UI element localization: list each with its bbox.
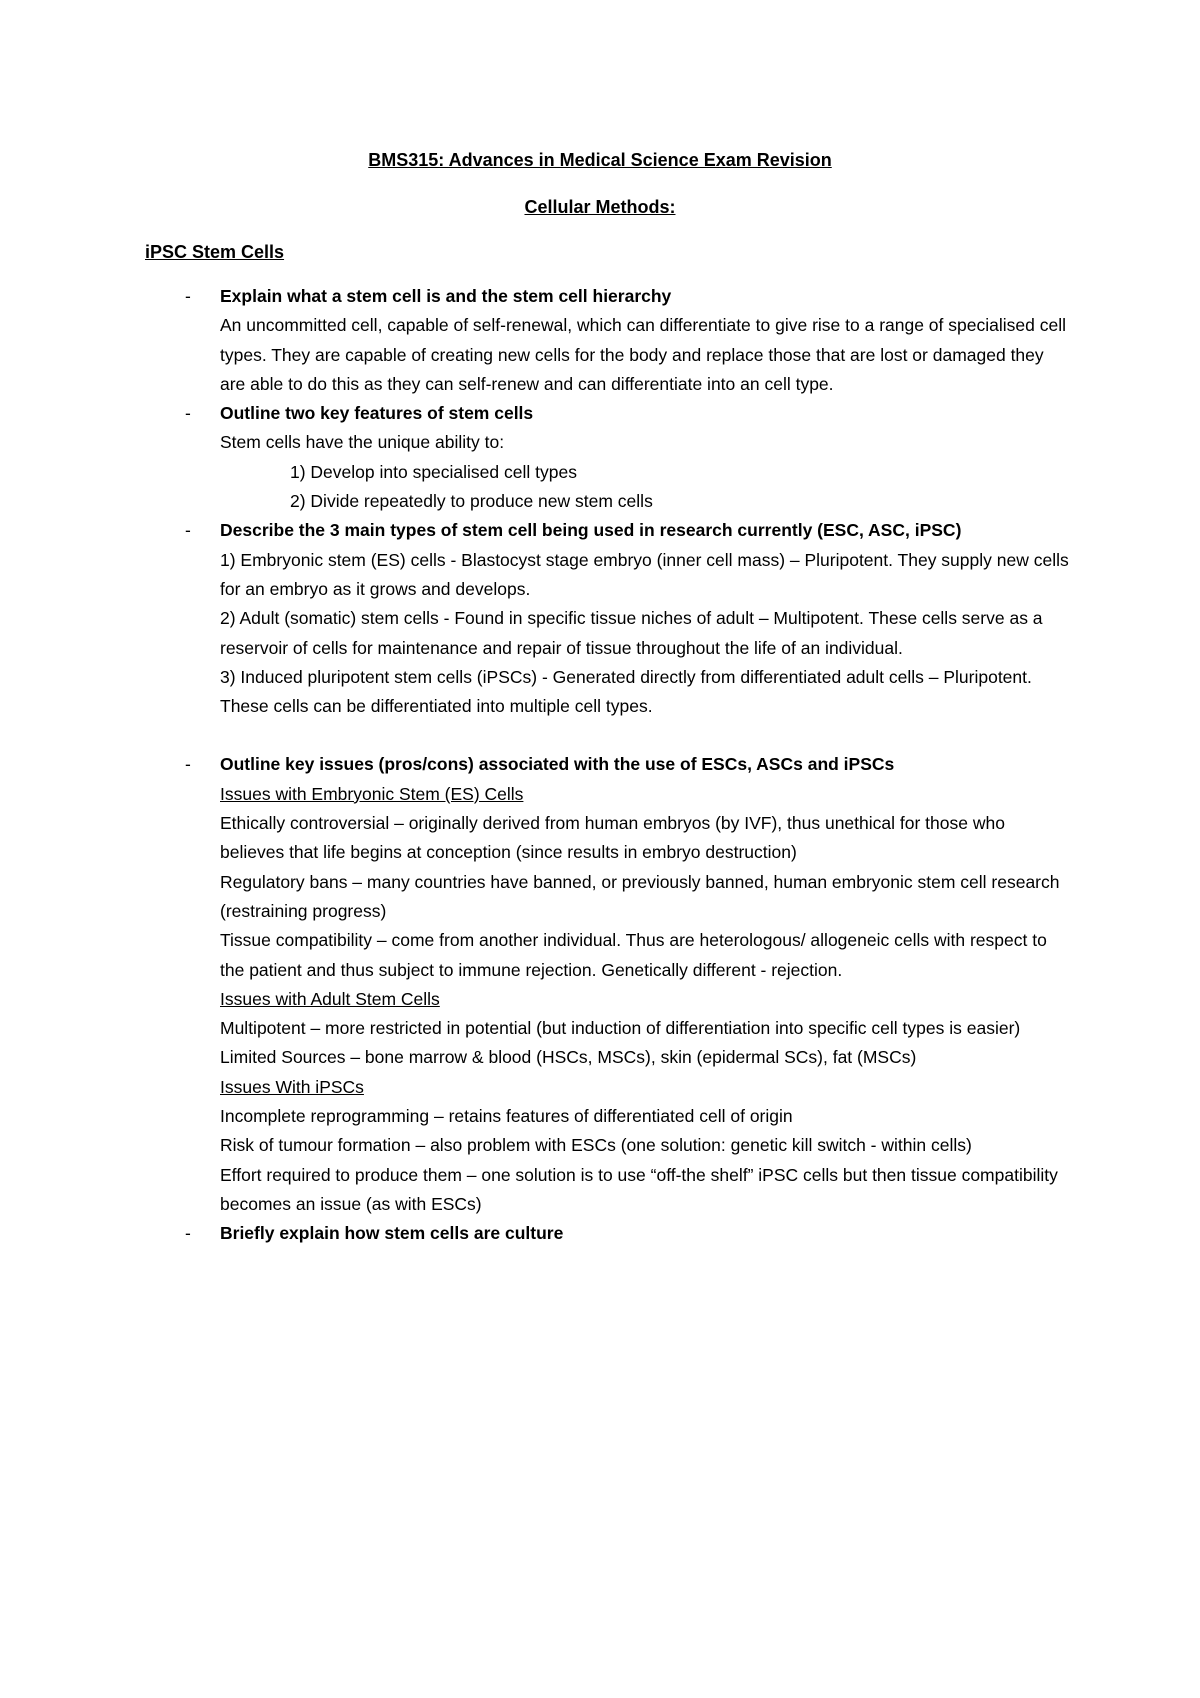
numbered-point: 1) Develop into specialised cell types: [290, 461, 577, 482]
issue-point: Ethically controversial – originally derived from human embryos (by IVF), thus unethical for those who believes that life begins at conception (since results in embryo destruction): [220, 813, 1005, 863]
question-item: [185, 399, 1070, 516]
subheading-ipscs: Issues With iPSCs: [220, 1076, 364, 1097]
issue-point: Multipotent – more restricted in potential (but induction of differentiation into specific cell types is easier): [220, 1018, 1021, 1039]
question-text: Outline two key features of stem cells: [220, 403, 534, 424]
issue-point: Risk of tumour formation – also problem with ESCs (one solution: genetic kill switch - within cells): [220, 1135, 972, 1156]
stem-cell-type: 1) Embryonic stem (ES) cells - Blastocyst stage embryo (inner cell mass) – Pluripotent. They supply new cells for an embryo as it grows and develops.: [220, 549, 1069, 599]
document-subtitle: Cellular Methods:: [524, 197, 676, 217]
question-text: Outline key issues (pros/cons) associated with the use of ESCs, ASCs and iPSCs: [220, 754, 895, 775]
stem-cell-type: 2) Adult (somatic) stem cells - Found in specific tissue niches of adult – Multipotent. These cells serve as a reservoir of cells for maintenance and repair of tissue throughout the life of an individual.: [220, 608, 1043, 658]
question-item: [185, 282, 1070, 399]
subheading-adult-cells: Issues with Adult Stem Cells: [220, 988, 440, 1009]
list-dash: -: [185, 286, 191, 306]
revision-content: [185, 282, 1070, 1249]
list-dash: -: [185, 403, 191, 424]
issue-point: Tissue compatibility – come from another individual. Thus are heterologous/ allogeneic cells with respect to the patient and thus subject to immune rejection. Genetically different - rejection.: [220, 930, 1047, 980]
stem-cell-type: 3) Induced pluripotent stem cells (iPSCs) - Generated directly from differentiated adult cells – Pluripotent. These cells can be differentiated into multiple cell types.: [220, 666, 1032, 717]
answer-text: An uncommitted cell, capable of self-renewal, which can differentiate to give rise to a range of specialised cell types. They are capable of creating new cells for the body and replace those that are lost or damaged they are able to do this as they can self-renew and can differentiate into an cell type.: [220, 315, 1066, 394]
issue-point: Regulatory bans – many countries have banned, or previously banned, human embryonic stem cell research (restraining progress): [220, 871, 1060, 921]
question-item: [185, 516, 1070, 721]
section-heading: iPSC Stem Cells: [145, 242, 285, 262]
list-dash: -: [185, 754, 191, 775]
document-title: BMS315: Advances in Medical Science Exam Revision: [368, 150, 832, 170]
issue-point: Effort required to produce them – one solution is to use “off-the shelf” iPSC cells but then tissue compatibility becomes an issue (as with ESCs): [220, 1164, 1058, 1214]
question-item: [185, 1219, 1070, 1248]
numbered-point: 2) Divide repeatedly to produce new stem cells: [290, 491, 653, 512]
subheading-es-cells: Issues with Embryonic Stem (ES) Cells: [220, 783, 524, 804]
issue-point: Limited Sources – bone marrow & blood (HSCs, MSCs), skin (epidermal SCs), fat (MSCs): [220, 1047, 917, 1068]
question-text: Describe the 3 main types of stem cell being used in research currently (ESC, ASC, iPSC): [220, 520, 962, 541]
blank-line: [185, 721, 1070, 750]
answer-intro: Stem cells have the unique ability to:: [220, 432, 505, 453]
list-dash: -: [185, 1223, 191, 1244]
question-item: [185, 750, 1070, 1219]
question-text: Explain what a stem cell is and the stem cell hierarchy: [220, 286, 672, 306]
issue-point: Incomplete reprogramming – retains features of differentiated cell of origin: [220, 1106, 793, 1127]
question-text: Briefly explain how stem cells are culture: [220, 1223, 564, 1244]
list-dash: -: [185, 520, 191, 541]
